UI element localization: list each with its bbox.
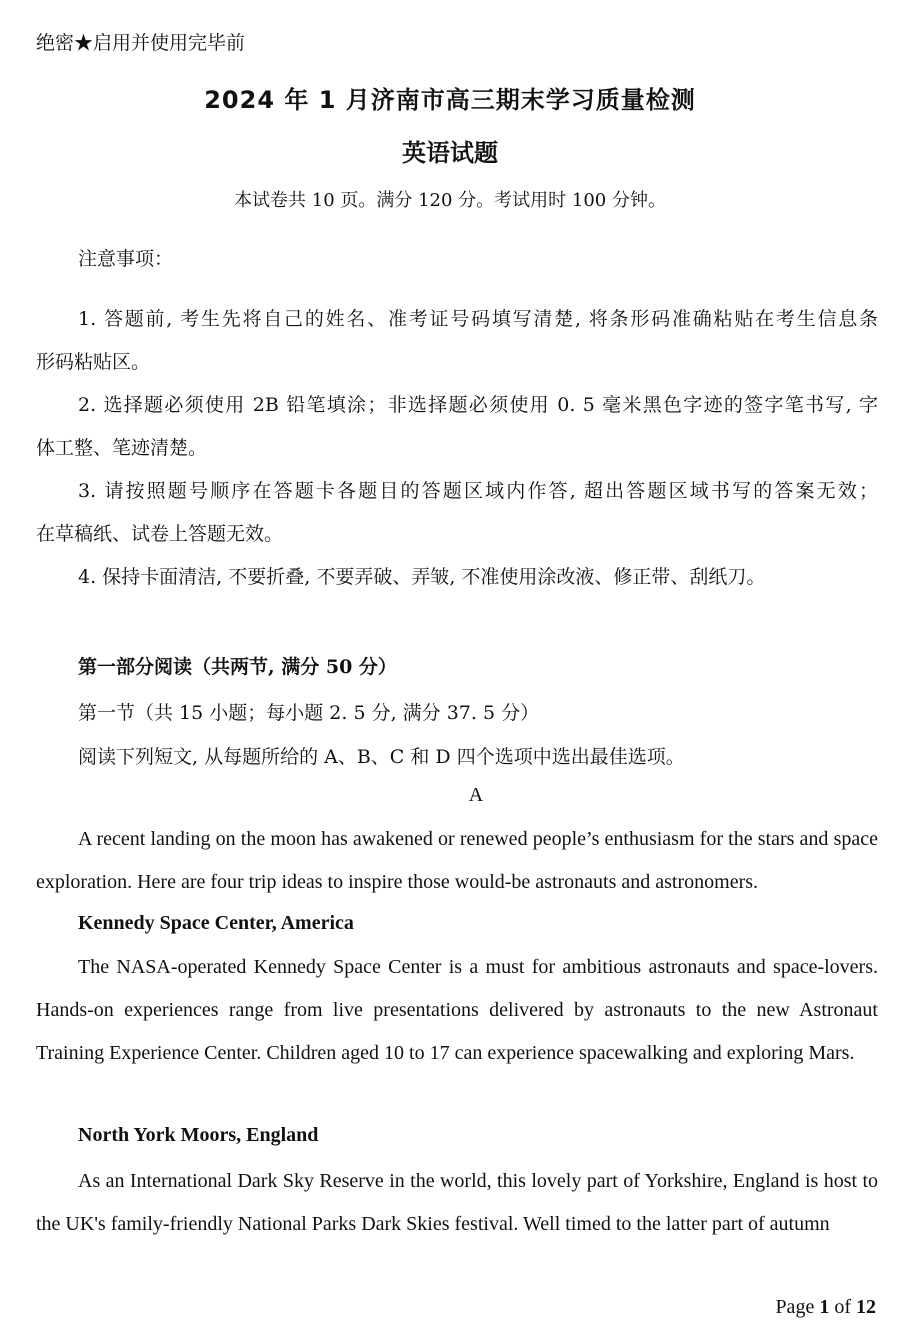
page-number xyxy=(775,1296,876,1319)
page-of: of xyxy=(829,1296,856,1318)
section-heading: 第一节（共 15 小题；每小题 2. 5 分, 满分 37. 5 分） xyxy=(78,702,540,724)
part-heading: 第一部分阅读（共两节, 满分 50 分） xyxy=(78,656,397,678)
confidential-label: 绝密★启用并使用完毕前 xyxy=(36,32,246,54)
passage-intro: A recent landing on the moon has awakened or renewed people’s enthusiasm for the stars and space exploration. Here are four trip ideas to inspire those would-be astronauts and astronomers. xyxy=(36,828,878,893)
notice-item xyxy=(36,298,878,384)
notice-item-line: 4. 保持卡面清洁, 不要折叠, 不要弄破、弄皱, 不准使用涂改液、修正带、刮纸刀。 xyxy=(78,566,766,588)
notice-item-line: 3. 请按照题号顺序在答题卡各题目的答题区域内作答, 超出答题区域书写的答案无效； xyxy=(78,480,878,502)
notice-item-line: 形码粘贴区。 xyxy=(36,351,151,373)
exam-title: 2024 年 1 月济南市高三期末学习质量检测 xyxy=(204,86,696,114)
notice-item-line: 1. 答题前, 考生先将自己的姓名、准考证号码填写清楚, 将条形码准确粘贴在考生信息条 xyxy=(78,308,878,330)
notice-item-line: 体工整、笔迹清楚。 xyxy=(36,437,208,459)
subject-title: 英语试题 xyxy=(402,139,498,167)
notice-item-line: 在草稿纸、试卷上答题无效。 xyxy=(36,523,284,545)
page-current: 1 xyxy=(819,1296,830,1318)
passage-section-heading: North York Moors, England xyxy=(78,1124,319,1146)
notice-item-line: 2. 选择题必须使用 2B 铅笔填涂；非选择题必须使用 0. 5 毫米黑色字迹的签字笔书写, 字 xyxy=(78,394,878,416)
passage-section-heading: Kennedy Space Center, America xyxy=(78,912,354,934)
instruction-text: 阅读下列短文, 从每题所给的 A、B、C 和 D 四个选项中选出最佳选项。 xyxy=(78,746,685,768)
notice-heading: 注意事项： xyxy=(78,248,174,270)
passage-label: A xyxy=(468,784,484,806)
page-total: 12 xyxy=(856,1296,876,1318)
notice-item xyxy=(36,384,878,470)
passage-section-body: The NASA-operated Kennedy Space Center is a must for ambitious astronauts and space-lovers. Hands-on experiences range from live presentations delivered by astronauts to the new Astronaut Training Experience Center. Children aged 10 to 17 can experience spacewalking and exploring Mars. xyxy=(36,956,878,1064)
exam-info: 本试卷共 10 页。满分 120 分。考试用时 100 分钟。 xyxy=(234,190,666,211)
passage-section-body: As an International Dark Sky Reserve in the world, this lovely part of Yorkshire, England is host to the UK's family-friendly National Parks Dark Skies festival. Well timed to the latter part of autumn xyxy=(36,1170,878,1235)
page-prefix: Page xyxy=(775,1296,820,1318)
notice-item xyxy=(36,556,878,599)
notice-item xyxy=(36,470,878,556)
